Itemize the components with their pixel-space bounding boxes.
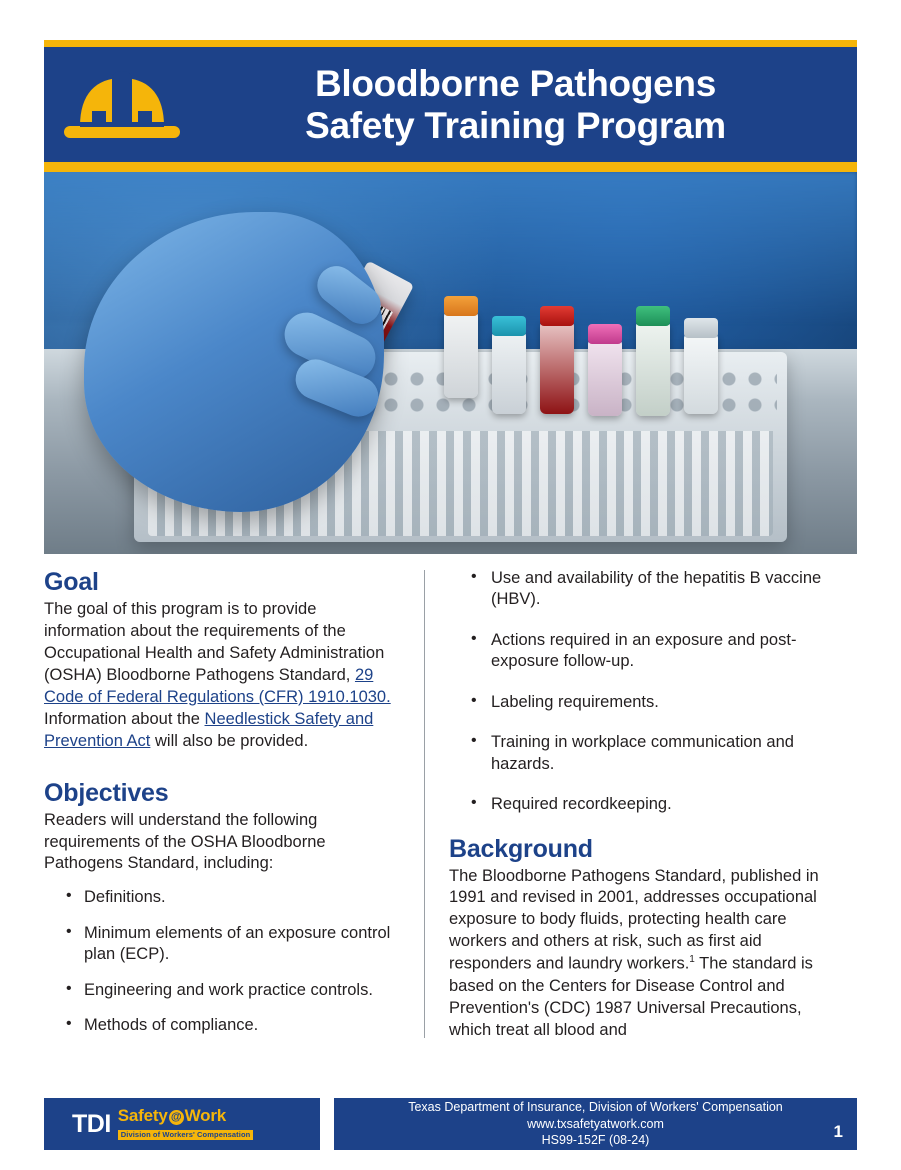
header-banner xyxy=(44,47,857,162)
tube-cap-orange xyxy=(444,296,478,316)
at-symbol-icon: @ xyxy=(169,1110,184,1125)
needlestick-act-link[interactable]: Needlestick Safety and Prevention Act xyxy=(44,709,374,750)
website-line[interactable]: www.txsafetyatwork.com xyxy=(527,1116,664,1131)
list-item: • Training in workplace communication and hazards. xyxy=(449,732,829,775)
page-title xyxy=(188,63,857,146)
header-top-gold-bar xyxy=(44,40,857,47)
tube-cap-red xyxy=(540,306,574,326)
specimen-tube-pink xyxy=(588,340,622,416)
list-item: • Required recordkeeping. xyxy=(449,794,829,815)
objectives-intro: Readers will understand the following requirements of the OSHA Bloodborne Pathogens Standard, including: xyxy=(44,810,326,873)
header-bottom-gold-bar xyxy=(44,162,857,172)
tdi-logo: TDI xyxy=(72,1109,111,1138)
objectives-list-continued xyxy=(449,568,829,816)
safety-at-work-wordmark xyxy=(118,1106,226,1125)
list-item: • Use and availability of the hepatitis B vaccine (HBV). xyxy=(449,568,829,611)
goal-paragraph xyxy=(44,599,402,753)
hero-image xyxy=(44,172,857,554)
document-header xyxy=(44,40,857,172)
objectives-list xyxy=(44,887,402,1036)
specimen-tube-clear xyxy=(684,334,718,414)
footnote-marker: 1 xyxy=(689,954,695,966)
list-item: • Engineering and work practice controls. xyxy=(44,980,402,1001)
background-heading: Background xyxy=(449,834,593,863)
safety-word: Safety xyxy=(117,1106,168,1125)
column-divider xyxy=(424,570,425,1038)
document-page xyxy=(0,40,901,1170)
specimen-tube-green xyxy=(636,322,670,416)
document-number: HS99-152F (08-24) xyxy=(541,1133,650,1148)
specimen-tube-orange xyxy=(444,312,478,398)
division-subtitle: Division of Workers' Compensation xyxy=(118,1130,254,1140)
specimen-tube-red xyxy=(540,322,574,414)
specimen-tube-cyan xyxy=(492,332,526,414)
safety-at-work-logo xyxy=(118,1107,320,1141)
hard-hat-icon xyxy=(62,66,182,144)
work-word: Work xyxy=(184,1106,227,1125)
list-item: • Labeling requirements. xyxy=(449,692,829,713)
cfr-link[interactable]: 29 Code of Federal Regulations (CFR) 1910.1030. xyxy=(44,665,391,706)
list-item: • Minimum elements of an exposure control plan (ECP). xyxy=(44,923,402,966)
document-footer xyxy=(44,1098,857,1150)
goal-text-mid: Information about the xyxy=(44,709,205,728)
right-column xyxy=(449,568,829,1038)
goal-text-before: The goal of this program is to provide information about the requirements of the Occupational Health and Safety Administration (OSHA) Bloodborne Pathogens Standard, xyxy=(44,600,385,684)
agency-line: Texas Department of Insurance, Division of Workers' Compensation xyxy=(408,1099,783,1114)
list-item: • Actions required in an exposure and post-exposure follow-up. xyxy=(449,630,829,673)
article-body xyxy=(44,568,857,1038)
footer-logo-block xyxy=(44,1098,320,1150)
goal-text-after: will also be provided. xyxy=(150,731,309,750)
list-item: • Definitions. xyxy=(44,887,402,908)
tube-cap-clear xyxy=(684,318,718,338)
footer-gap xyxy=(320,1098,334,1150)
goal-heading: Goal xyxy=(44,568,99,596)
background-text-2: The standard is based on the Centers for Disease Control and Prevention's (CDC) 1987 Universal Precautions, which treat all blood and xyxy=(449,954,813,1039)
background-text-1: The Bloodborne Pathogens Standard, published in 1991 and revised in 2001, addresses occupational exposure to body fluids, protecting health care workers and others at risk, such as first aid responders and laundry workers. xyxy=(449,866,819,973)
list-item: • Methods of compliance. xyxy=(44,1015,402,1036)
page-number: 1 xyxy=(833,1122,843,1142)
page-title-line-2: Safety Training Program xyxy=(305,104,726,146)
background-paragraph xyxy=(449,866,829,1042)
tube-cap-cyan xyxy=(492,316,526,336)
tube-cap-green xyxy=(636,306,670,326)
objectives-heading: Objectives xyxy=(44,778,169,807)
left-column xyxy=(44,568,424,1038)
page-title-line-1: Bloodborne Pathogens xyxy=(314,63,716,105)
tube-cap-pink xyxy=(588,324,622,344)
footer-info-block xyxy=(334,1098,857,1150)
